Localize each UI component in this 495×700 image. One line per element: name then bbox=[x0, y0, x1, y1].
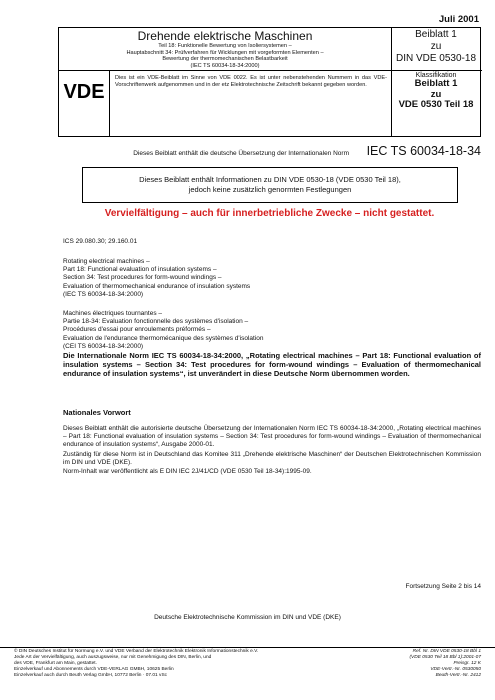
footer-reference: Ref. Nr. DIN VDE 0530-18 Bbl 1 (VDE 0530 Teil 18 Bbl 1):2001-07 Preisgr. 12 K VDE-Vertr.-Nr. 0530050 Beuth-Vertr.-Nr. 2412 bbox=[409, 649, 481, 678]
adoption-statement: Die Internationale Norm IEC TS 60034-18-34:2000, „Rotating electrical machines – Part 18: Functional evaluation of insulation systems – Section 34: Test procedures for form-wound windings – Evaluation of thermomechanical endurance of insulation systems“, ist unverändert in diese Deutsche Norm übernommen worden. bbox=[63, 351, 481, 378]
english-title: Rotating electrical machines – Part 18: Functional evaluation of insulation systems – Section 34: Test procedures for form-wound windings – Evaluation of thermomechanical endurance of insulation systems (IEC TS 60034-18-34:2000) bbox=[63, 258, 251, 298]
continuation-note: Fortsetzung Seite 2 bis 14 bbox=[405, 583, 481, 590]
header-frame bbox=[58, 27, 481, 137]
ics-codes: ICS 29.080.30; 29.160.01 bbox=[63, 238, 138, 245]
document-subtitle: Teil 18: Funktionelle Bewertung von Isoliersystemen – Hauptabschnitt 34: Prüfverfahren für Wicklungen mit vorgeformten Elementen – Bewertung der thermomechanischen Belastbarkeit (IEC TS 60034-18-34:2000) bbox=[126, 43, 324, 69]
dke-line: Deutsche Elektrotechnische Kommission im DIN und VDE (DKE) bbox=[154, 614, 341, 621]
copy-warning: Vervielfältigung – auch für innerbetriebliche Zwecke – nicht gestattet. bbox=[104, 208, 435, 219]
vde-logo bbox=[61, 80, 107, 102]
svg-text:VDE: VDE bbox=[63, 81, 105, 102]
document-title: Drehende elektrische Maschinen bbox=[137, 29, 313, 43]
info-box: Dieses Beiblatt enthält Informationen zu DIN VDE 0530-18 (VDE 0530 Teil 18), jedoch keine zusätzlich genormten Festlegungen bbox=[82, 167, 458, 203]
date-label: Juli 2001 bbox=[438, 14, 479, 25]
vorwort-paragraph: Zuständig für diese Norm ist in Deutschland das Komitee 311 „Drehende elektrische Maschinen“ der Deutschen Elektrotechnischen Kommission im DIN und VDE (DKE). bbox=[63, 450, 481, 466]
vde-note: Dies ist ein VDE-Beiblatt im Sinne von VDE 0022. Es ist unter nebenstehenden Nummern in das VDE-Vorschriftenwerk aufgenommen und in der etz Elektrotechnische Zeitschrift bekannt gegeben worden. bbox=[115, 75, 387, 88]
beiblatt-reference: Beiblatt 1 zu DIN VDE 0530-18 bbox=[395, 29, 477, 64]
iec-reference-text: Dieses Beiblatt enthält die deutsche Übersetzung der Internationalen Norm bbox=[133, 150, 349, 157]
klassifikation: Klassifikation Beiblatt 1 zu VDE 0530 Teil 18 bbox=[398, 72, 474, 110]
vorwort-heading: Nationales Vorwort bbox=[63, 408, 131, 417]
vorwort-paragraph: Norm-Inhalt war veröffentlicht als E DIN IEC 2J/41/CD (VDE 0530 Teil 18-34):1995-09. bbox=[63, 468, 312, 476]
french-title: Machines électriques tournantes – Partie 18-34: Evaluation fonctionnelle des systèmes d'isolation – Procédures d'essai pour enroulements préformés – Evaluation de l'endurance thermomécanique des systèmes d'isolation (CEI TS 60034-18-34:2000) bbox=[63, 310, 264, 350]
footer-copyright: © DIN Deutsches Institut für Normung e.V. und VDE Verband der Elektrotechnik Elektronik Informationstechnik e.V. Jede Art der Vervielfältigung, auch auszugsweise, nur mit Genehmigung des DIN, Berlin, und des VDE, Frankfurt am Main, gestattet. Einzelverkauf und Abonnements durch VDE-VERLAG GMBH, 10625 Berlin Einzelverkauf auch durch Beuth Verlag GmbH, 10772 Berlin · 07.01 vSc bbox=[14, 649, 259, 678]
vorwort-paragraph: Dieses Beiblatt enthält die autorisierte deutsche Übersetzung der Internationalen Norm IEC TS 60034-18-34:2000, „Rotating electrical machines – Part 18: Functional evaluation of insulation systems – Section 34: Test procedures for form-wound windings – Evaluation of thermomechanical endurance of insulation systems“, Ausgabe 2000-01. bbox=[63, 425, 481, 449]
footer-divider bbox=[0, 647, 495, 648]
iec-reference-line bbox=[58, 146, 481, 160]
vorwort-body bbox=[63, 425, 481, 477]
iec-number: IEC TS 60034-18-34 bbox=[366, 144, 481, 158]
